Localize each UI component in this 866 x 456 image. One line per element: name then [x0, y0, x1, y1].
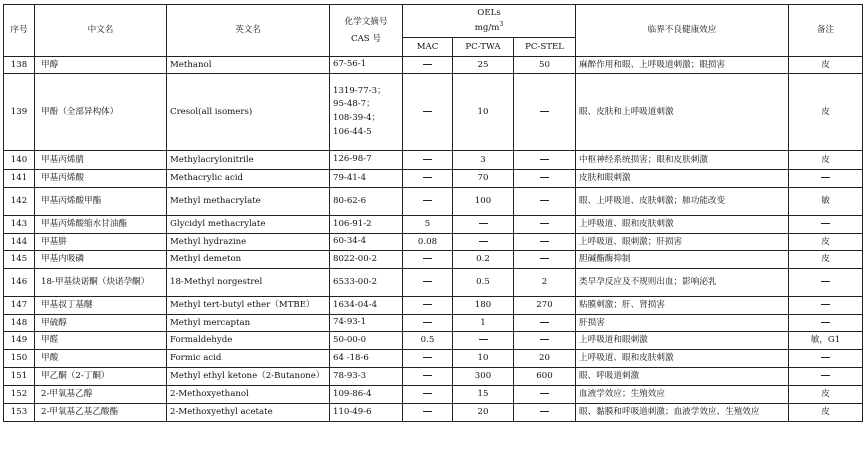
header-unit-sup: 3: [499, 21, 504, 29]
cell-note: 皮: [789, 57, 863, 74]
cell-pctwa: 180: [453, 297, 514, 315]
cell-note: 皮: [789, 251, 863, 269]
cell-note: [789, 170, 863, 188]
cell-no: 152: [4, 386, 35, 404]
dash-mark: [821, 304, 830, 305]
cell-pctwa: 20: [453, 404, 514, 422]
cell-cn-name: 2-甲氧基乙醇: [35, 386, 167, 404]
table-body: [4, 57, 863, 422]
cell-pctwa: 100: [453, 188, 514, 216]
cell-no: 138: [4, 57, 35, 74]
cell-effect: 皮肤和眼刺激: [576, 170, 789, 188]
dash-mark: [423, 304, 432, 305]
cell-cas: [330, 269, 403, 297]
cell-mac: [403, 74, 453, 151]
dash-mark: [540, 111, 549, 112]
table-row: [4, 188, 863, 216]
cell-effect: 麻醉作用和眼、上呼吸道刺激；眼损害: [576, 57, 789, 74]
cell-pcstel: 20: [514, 350, 576, 368]
header-oels: [403, 5, 576, 38]
dash-mark: [540, 159, 549, 160]
table-row: [4, 151, 863, 170]
dash-mark: [479, 223, 488, 224]
table-row: [4, 251, 863, 269]
cell-cas: [330, 57, 403, 74]
cell-no: 142: [4, 188, 35, 216]
cell-effect: 粘膜刺激；肝、肾损害: [576, 297, 789, 315]
cas-number: 50-00-0: [333, 334, 367, 345]
cell-cas: [330, 170, 403, 188]
cell-pcstel: [514, 74, 576, 151]
cell-en-name: Methanol: [167, 57, 330, 74]
cell-mac: 0.5: [403, 332, 453, 350]
cell-mac: [403, 404, 453, 422]
table-row: [4, 404, 863, 422]
dash-mark: [821, 357, 830, 358]
cell-effect: 血液学效应；生殖效应: [576, 386, 789, 404]
cell-en-name: Methyl demeton: [167, 251, 330, 269]
cell-en-name: Methacrylic acid: [167, 170, 330, 188]
cell-pctwa: 1: [453, 315, 514, 332]
cell-cn-name: 甲酸: [35, 350, 167, 368]
dash-mark: [821, 322, 830, 323]
cell-en-name: Methyl hydrazine: [167, 234, 330, 251]
dash-mark: [423, 64, 432, 65]
cas-number: 126-98-7: [333, 154, 372, 165]
cell-cas: [330, 216, 403, 234]
cell-en-name: 18-Methyl norgestrel: [167, 269, 330, 297]
cell-no: 151: [4, 368, 35, 386]
dash-mark: [540, 177, 549, 178]
cell-effect: 眼、皮肤和上呼吸道刺激: [576, 74, 789, 151]
header-no: 序号: [4, 5, 35, 57]
header-note: 备注: [789, 5, 863, 57]
cell-en-name: Cresol(all isomers): [167, 74, 330, 151]
cell-note: [789, 297, 863, 315]
cas-number: 74-93-1: [333, 317, 367, 328]
cell-pcstel: [514, 216, 576, 234]
cell-pcstel: [514, 404, 576, 422]
cell-effect: 眼、黏膜和呼吸道刺激；血液学效应、生殖效应: [576, 404, 789, 422]
cas-number: 78-93-3: [333, 370, 367, 381]
cas-number: 1319-77-3；: [333, 85, 386, 96]
cas-number: 64 -18-6: [333, 352, 369, 363]
cas-number: 8022-00-2: [333, 253, 378, 264]
cell-mac: [403, 170, 453, 188]
dash-mark: [821, 281, 830, 282]
cell-pcstel: [514, 386, 576, 404]
cell-cas: [330, 151, 403, 170]
cell-en-name: Methyl methacrylate: [167, 188, 330, 216]
table-row: [4, 297, 863, 315]
dash-mark: [423, 258, 432, 259]
cell-effect: 眼、上呼吸道、皮肤刺激；肺功能改变: [576, 188, 789, 216]
table-row: [4, 269, 863, 297]
cell-en-name: Formaldehyde: [167, 332, 330, 350]
cell-mac: [403, 269, 453, 297]
cell-note: 皮: [789, 151, 863, 170]
cas-number: 67-56-1: [333, 59, 367, 70]
cell-no: 148: [4, 315, 35, 332]
cell-mac: [403, 350, 453, 368]
cell-effect: 中枢神经系统损害；眼和皮肤刺激: [576, 151, 789, 170]
header-pctwa: PC-TWA: [453, 38, 514, 57]
cell-cn-name: 甲醛: [35, 332, 167, 350]
dash-mark: [423, 177, 432, 178]
dash-mark: [423, 393, 432, 394]
cell-cas: [330, 350, 403, 368]
cell-cas: [330, 297, 403, 315]
cas-number: 109-86-4: [333, 388, 372, 399]
table-row: [4, 386, 863, 404]
cell-cas: [330, 251, 403, 269]
dash-mark: [423, 281, 432, 282]
cell-cas: [330, 315, 403, 332]
cell-note: 皮: [789, 234, 863, 251]
cas-number: 108-39-4；: [333, 113, 381, 123]
cell-cn-name: 2-甲氧基乙基乙酸酯: [35, 404, 167, 422]
cell-mac: [403, 57, 453, 74]
cell-cn-name: 18-甲基炔诺酮（炔诺孕酮）: [35, 269, 167, 297]
cell-note: [789, 269, 863, 297]
cell-en-name: Glycidyl methacrylate: [167, 216, 330, 234]
dash-mark: [821, 223, 830, 224]
dash-mark: [540, 339, 549, 340]
cas-number: 1634-04-4: [333, 299, 378, 310]
cell-pcstel: 270: [514, 297, 576, 315]
cas-number: 6533-00-2: [333, 276, 378, 287]
cell-en-name: Methylacrylonitrile: [167, 151, 330, 170]
dash-mark: [540, 322, 549, 323]
cell-pcstel: [514, 151, 576, 170]
cell-mac: [403, 368, 453, 386]
cell-cas: [330, 368, 403, 386]
table-header: [4, 5, 863, 57]
cell-en-name: Methyl ethyl ketone（2-Butanone）: [167, 368, 330, 386]
header-unit-text: mg/m: [474, 22, 500, 33]
header-oels-label: OELs: [477, 8, 501, 19]
cell-cn-name: 甲基丙烯酸缩水甘油酯: [35, 216, 167, 234]
cell-pctwa: 15: [453, 386, 514, 404]
cell-effect: 上呼吸道、眼和皮肤刺激: [576, 216, 789, 234]
cell-mac: [403, 315, 453, 332]
cell-cas: [330, 404, 403, 422]
cell-mac: [403, 251, 453, 269]
cell-pctwa: 25: [453, 57, 514, 74]
cell-no: 139: [4, 74, 35, 151]
cell-pctwa: 70: [453, 170, 514, 188]
header-pcstel: PC-STEL: [514, 38, 576, 57]
cell-pctwa: [453, 216, 514, 234]
table-row: [4, 234, 863, 251]
cell-cn-name: 甲醇: [35, 57, 167, 74]
table-row: [4, 315, 863, 332]
dash-mark: [821, 375, 830, 376]
cell-pcstel: 600: [514, 368, 576, 386]
cell-no: 149: [4, 332, 35, 350]
dash-mark: [540, 200, 549, 201]
cell-cn-name: 甲硫醇: [35, 315, 167, 332]
cell-pcstel: [514, 170, 576, 188]
cell-cn-name: 甲基肼: [35, 234, 167, 251]
dash-mark: [540, 241, 549, 242]
cas-number: 106-44-5: [333, 126, 372, 137]
cell-no: 150: [4, 350, 35, 368]
cell-cas: [330, 386, 403, 404]
dash-mark: [479, 241, 488, 242]
cell-pctwa: 0.5: [453, 269, 514, 297]
table-row: [4, 57, 863, 74]
dash-mark: [479, 339, 488, 340]
cell-cn-name: 甲基丙烯酸甲酯: [35, 188, 167, 216]
cell-no: 147: [4, 297, 35, 315]
cell-effect: 类早孕反应及不规则出血；影响泌乳: [576, 269, 789, 297]
cell-mac: [403, 297, 453, 315]
dash-mark: [423, 411, 432, 412]
cell-effect: 上呼吸道、眼和皮肤刺激: [576, 350, 789, 368]
cas-number: 110-49-6: [333, 406, 372, 417]
header-cas-line2: CAS 号: [351, 33, 381, 44]
header-mac: MAC: [403, 38, 453, 57]
cell-cas: [330, 332, 403, 350]
cell-pcstel: 50: [514, 57, 576, 74]
cell-effect: 肝损害: [576, 315, 789, 332]
cell-no: 141: [4, 170, 35, 188]
dash-mark: [423, 159, 432, 160]
cell-pctwa: 0.2: [453, 251, 514, 269]
cell-cn-name: 甲基内吸磷: [35, 251, 167, 269]
cell-cn-name: 甲乙酮（2-丁酮）: [35, 368, 167, 386]
cell-en-name: Formic acid: [167, 350, 330, 368]
cell-pctwa: 300: [453, 368, 514, 386]
dash-mark: [423, 111, 432, 112]
cell-pcstel: [514, 315, 576, 332]
cell-en-name: 2-Methoxyethanol: [167, 386, 330, 404]
cell-pctwa: 3: [453, 151, 514, 170]
cell-mac: [403, 151, 453, 170]
cell-pcstel: [514, 332, 576, 350]
cell-pctwa: 10: [453, 350, 514, 368]
cell-cn-name: 甲基丙烯酸: [35, 170, 167, 188]
cell-mac: 0.08: [403, 234, 453, 251]
table-row: [4, 332, 863, 350]
cell-pcstel: 2: [514, 269, 576, 297]
header-cas-line1: 化学文摘号: [344, 16, 388, 27]
cell-pcstel: [514, 234, 576, 251]
cell-effect: 上呼吸道和眼刺激: [576, 332, 789, 350]
cell-effect: 上呼吸道、眼刺激；肝损害: [576, 234, 789, 251]
oel-table: [3, 4, 863, 422]
dash-mark: [423, 322, 432, 323]
cell-note: [789, 216, 863, 234]
cell-no: 143: [4, 216, 35, 234]
cell-pctwa: [453, 332, 514, 350]
cell-effect: 眼、呼吸道刺激: [576, 368, 789, 386]
cell-cas: [330, 74, 403, 151]
cell-pctwa: 10: [453, 74, 514, 151]
dash-mark: [540, 411, 549, 412]
header-oels-unit: [406, 19, 572, 34]
dash-mark: [423, 375, 432, 376]
cell-no: 146: [4, 269, 35, 297]
cas-number: 106-91-2: [333, 218, 372, 229]
cell-note: 敏: [789, 188, 863, 216]
cell-mac: [403, 386, 453, 404]
cas-number: 95-48-7；: [333, 99, 375, 110]
table-row: [4, 216, 863, 234]
cell-en-name: Methyl mercaptan: [167, 315, 330, 332]
cas-number: 60-34-4: [333, 236, 367, 247]
cell-effect: 胆碱酯酶抑制: [576, 251, 789, 269]
dash-mark: [423, 357, 432, 358]
cell-note: [789, 315, 863, 332]
table-row: [4, 350, 863, 368]
dash-mark: [423, 200, 432, 201]
cell-cas: [330, 188, 403, 216]
cell-note: [789, 368, 863, 386]
header-en-name: 英文名: [167, 5, 330, 57]
cell-no: 145: [4, 251, 35, 269]
header-cas: [330, 5, 403, 57]
cell-note: 敏，G1: [789, 332, 863, 350]
cell-mac: [403, 188, 453, 216]
cell-pcstel: [514, 188, 576, 216]
cell-cas: [330, 234, 403, 251]
cell-cn-name: 甲基丙烯腈: [35, 151, 167, 170]
table-row: [4, 170, 863, 188]
header-cn-name: 中文名: [35, 5, 167, 57]
dash-mark: [821, 177, 830, 178]
cell-no: 153: [4, 404, 35, 422]
dash-mark: [540, 393, 549, 394]
cas-number: 79-41-4: [333, 172, 367, 183]
cell-note: 皮: [789, 74, 863, 151]
cell-cn-name: 甲基叔丁基醚: [35, 297, 167, 315]
cell-mac: 5: [403, 216, 453, 234]
oel-table-container: [3, 4, 863, 422]
cell-pctwa: [453, 234, 514, 251]
header-effects: 临界不良健康效应: [576, 5, 789, 57]
dash-mark: [540, 258, 549, 259]
cell-note: [789, 350, 863, 368]
cell-note: 皮: [789, 386, 863, 404]
cell-note: 皮: [789, 404, 863, 422]
cell-cn-name: 甲酚（全部异构体）: [35, 74, 167, 151]
cell-en-name: Methyl tert-butyl ether（MTBE）: [167, 297, 330, 315]
table-row: [4, 74, 863, 151]
cell-no: 144: [4, 234, 35, 251]
cas-number: 80-62-6: [333, 195, 367, 206]
cell-en-name: 2-Methoxyethyl acetate: [167, 404, 330, 422]
dash-mark: [540, 223, 549, 224]
cell-pcstel: [514, 251, 576, 269]
table-row: [4, 368, 863, 386]
cell-no: 140: [4, 151, 35, 170]
